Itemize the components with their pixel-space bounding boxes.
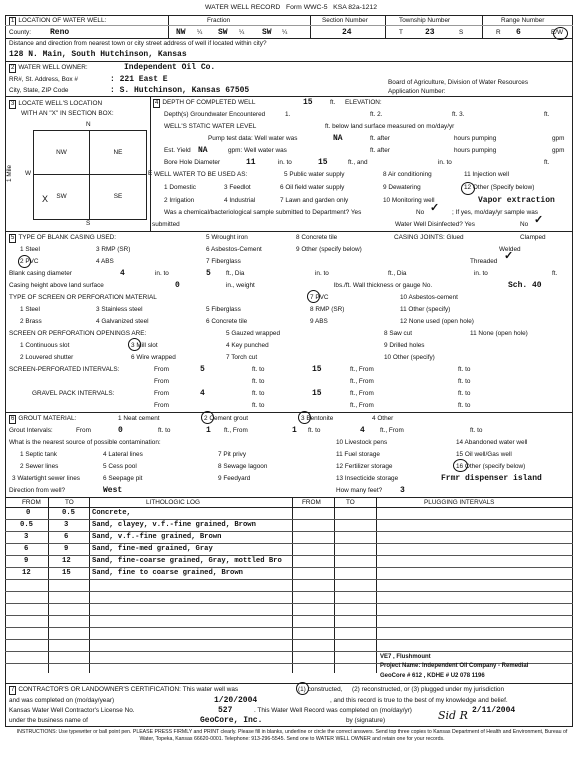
bore-to: 15: [318, 158, 328, 167]
spi-to: 15: [312, 365, 322, 374]
blank-in-2: in. to: [315, 270, 329, 277]
record-completed-value: 2/11/2004: [472, 706, 516, 715]
casing-height-label: Casing height above land surface: [9, 282, 104, 289]
contam-7: 7 Pit privy: [218, 451, 247, 458]
completed-label: and was completed on (mo/day/year): [9, 697, 115, 704]
screen-5: 5 Fiberglass: [206, 306, 241, 313]
quarter-3: ¼: [282, 29, 288, 36]
log-note-3: GeoCore # 612 , KDHE # U2 078 1196: [380, 673, 485, 679]
gi-from-label: From: [76, 427, 91, 434]
log-row-4-from: 6: [24, 545, 29, 553]
certification-label: 7 CONTRACTOR'S OR LANDOWNER'S CERTIFICATION: This water well was: [11, 686, 239, 693]
screen-pvc-circle: [307, 290, 320, 303]
screen-4: 4 Galvanized steel: [96, 318, 149, 325]
contam-15: 15 Oil well/Gas well: [456, 451, 512, 458]
license-value: 527: [218, 706, 233, 715]
blank-in-3: in. to: [474, 270, 488, 277]
yield-after: ft. after: [370, 147, 390, 154]
form-title: WATER WELL RECORD Form WWC-5 KSA 82a-1212: [205, 4, 377, 11]
pump-test-value: NA: [333, 134, 343, 143]
grout-4: 4 Other: [372, 415, 394, 422]
static-level-rest: ft. below land surface measured on mo/day/yr: [325, 123, 455, 130]
log-row-3-from: 3: [24, 533, 29, 541]
gi-from2: 1: [292, 426, 297, 435]
business-label: under the business name of: [9, 717, 88, 724]
log-row-2-to: 3: [64, 521, 69, 529]
blank-to: 5: [206, 269, 211, 278]
contam-other-value: Frmr dispenser island: [441, 474, 542, 483]
screen-1: 1 Steel: [20, 306, 40, 313]
gp-from-label-2: From: [154, 402, 169, 409]
use-1: 1 Domestic: [164, 184, 196, 191]
quarter-2: ¼: [239, 29, 245, 36]
distance-label: Distance and direction from nearest town or city street address of well if located within city?: [9, 40, 267, 47]
section-box: [33, 130, 147, 220]
bore-value: 11: [246, 158, 256, 167]
contam-12: 12 Fertilizer storage: [336, 463, 393, 470]
chem-no-check: ✓: [430, 202, 440, 214]
chem-sample-label: Was a chemical/bacteriological sample submitted to Department? Yes: [164, 209, 362, 216]
depth-value: 15: [303, 98, 313, 107]
yield-value: NA: [198, 146, 208, 155]
contam-16: 16 Other (specify below): [456, 463, 526, 470]
gi-to: 1: [206, 426, 211, 435]
use-5: 5 Public water supply: [284, 171, 345, 178]
gw-end: ft.: [544, 111, 550, 118]
township-t: T: [399, 29, 403, 36]
gauge-value: Sch. 40: [508, 281, 542, 290]
north-label: N: [86, 121, 91, 128]
section-3-title: 3 LOCATE WELL'S LOCATION WITH AN "X" IN SECTION BOX:: [11, 100, 114, 117]
screen-10: 10 Asbestos-cement: [400, 294, 458, 301]
gp-from: 4: [200, 389, 205, 398]
log-row-3-desc: Sand, v.f.-fine grained, Brown: [92, 533, 222, 541]
hours-pumping-2: hours pumping: [454, 147, 497, 154]
grout-2: 2 Cement grout: [204, 415, 249, 422]
ne-quadrant: NE: [90, 131, 146, 175]
spi-from-label: From: [154, 366, 169, 373]
bore-ft: ft.: [544, 159, 550, 166]
range-number-label: Range Number: [501, 17, 545, 24]
opening-5: 5 Gauzed wrapped: [226, 330, 281, 337]
blank-dia-1: ft., Dia: [226, 270, 245, 277]
mill-slot-circle: [128, 338, 141, 351]
city-label: City, State, ZIP Code: [9, 87, 69, 94]
gw-1: 1.: [285, 111, 291, 118]
log-header-to-2: TO: [346, 499, 355, 506]
spi-from2-label: ft., From: [350, 366, 374, 373]
grout-label: 6 GROUT MATERIAL:: [11, 415, 77, 422]
spi-to-label-2: ft. to: [252, 378, 265, 385]
log-row-2-desc: Sand, clayey, v.f.-fine grained, Brown: [92, 521, 256, 529]
use-11: 11 Injection well: [464, 171, 509, 178]
blank-in: in. to: [155, 270, 169, 277]
welded: Welded: [499, 246, 521, 253]
use-6: 6 Oil field water supply: [280, 184, 345, 191]
screen-8: 8 RMP (SR): [310, 306, 345, 313]
constructed-circle: [296, 682, 309, 695]
range-ew: E/W: [551, 29, 564, 36]
screen-7: 7 PVC: [310, 294, 329, 301]
use-12-circle: [461, 182, 475, 195]
cement-grout-circle: [201, 411, 214, 424]
south-label: S: [86, 220, 91, 227]
application-label: Application Number:: [388, 88, 446, 95]
section-number-value: 24: [342, 28, 352, 37]
casing-4: 4 ABS: [96, 258, 114, 265]
threaded: Threaded: [470, 258, 498, 265]
log-row-5-to: 12: [62, 557, 71, 565]
east-label: E: [148, 170, 153, 177]
contam-8: 8 Sewage lagoon: [218, 463, 268, 470]
address-label: RR#, St. Address, Box #: [9, 76, 78, 83]
license-label: Kansas Water Well Contractor's License No.: [9, 707, 135, 714]
grout-3: 3 Bentonite: [301, 415, 334, 422]
completed-value: 1/20/2004: [214, 696, 258, 705]
use-7: 7 Lawn and garden only: [280, 197, 349, 204]
contam-1: 1 Septic tank: [20, 451, 57, 458]
how-many-feet-label: How many feet?: [336, 487, 383, 494]
gp-to2-label-2: ft. to: [458, 402, 471, 409]
screen-12: 12 None used (open hole): [400, 318, 474, 325]
county-label: County:: [9, 29, 32, 36]
chem-no: No: [416, 209, 425, 216]
bore-and: ft., and: [348, 159, 368, 166]
static-level-label: WELL'S STATIC WATER LEVEL: [164, 123, 257, 130]
opening-10: 10 Other (specify): [384, 354, 435, 361]
elevation-label: ELEVATION:: [345, 99, 382, 106]
direction-value: West: [103, 486, 123, 495]
owner-value: Independent Oil Co.: [124, 63, 216, 72]
township-number-label: Township Number: [399, 17, 451, 24]
instructions: INSTRUCTIONS: Use typewriter or ball point pen. PLEASE PRESS FIRMLY and PRINT clearly. Please fill in blanks, underline or circle the correct answers. Send top three copies to Kansas Department of Health and Environment, Bureau of Water, Topeka, Kansas 66620-0001. Telephone: 913-296-5545. Send one to WATER WELL OWNER and retain one for your records.: [16, 729, 568, 742]
grout-1: 1 Neat cement: [118, 415, 160, 422]
log-row-3-to: 6: [64, 533, 69, 541]
range-r: R: [496, 29, 501, 36]
depth-label: 4 DEPTH OF COMPLETED WELL: [155, 99, 256, 106]
opening-2: 2 Louvered shutter: [20, 354, 74, 361]
casing-8: 8 Concrete tile: [296, 234, 338, 241]
groundwater-label: Depth(s) Groundwater Encountered: [164, 111, 266, 118]
use-label: WELL WATER TO BE USED AS:: [154, 171, 248, 178]
mile-label: 1 Mile: [6, 164, 13, 182]
gp-from-label: From: [154, 390, 169, 397]
opening-7: 7 Torch cut: [226, 354, 258, 361]
signature-label: by (signature): [346, 717, 386, 724]
use-3: 3 Feedlot: [224, 184, 251, 191]
casing-6: 6 Asbestos-Cement: [206, 246, 262, 253]
gi-to2: 4: [360, 426, 365, 435]
fraction-2: SW: [218, 28, 228, 37]
casing-7: 7 Fiberglass: [206, 258, 241, 265]
sw-quadrant: SW: [34, 175, 90, 219]
contam-16-circle: [453, 459, 468, 472]
gi-to3-label: ft. to: [470, 427, 483, 434]
bentonite-circle: [298, 411, 311, 424]
opening-1: 1 Continuous slot: [20, 342, 70, 349]
casing-label: 5 TYPE OF BLANK CASING USED:: [11, 234, 117, 241]
nw-quadrant: NW: [34, 131, 90, 175]
screen-3: 3 Stainless steel: [96, 306, 143, 313]
log-header-lithologic: LITHOLOGIC LOG: [146, 499, 200, 506]
contam-4: 4 Lateral lines: [103, 451, 143, 458]
gpm-1: gpm: [552, 135, 565, 142]
casing-3: 3 RMP (SR): [96, 246, 131, 253]
clamped: Clamped: [520, 234, 546, 241]
fraction-1: NW: [176, 28, 186, 37]
blank-dia-2: ft., Dia: [388, 270, 407, 277]
threaded-check: ✓: [504, 250, 514, 262]
contam-10: 10 Livestock pens: [336, 439, 388, 446]
log-row-5-from: 9: [24, 557, 29, 565]
screen-material-label: TYPE OF SCREEN OR PERFORATION MATERIAL: [9, 294, 157, 301]
use-2: 2 Irrigation: [164, 197, 195, 204]
opening-6: 4 Key punched: [226, 342, 269, 349]
log-row-1-from: 0: [26, 509, 31, 517]
log-note-2: Project Name: Independent Oil Company - Remedial: [380, 663, 529, 669]
cert-other: (2) reconstructed, or (3) plugged under my jurisdiction: [352, 686, 505, 693]
log-row-1-desc: Concrete,: [92, 509, 131, 517]
log-header-from: FROM: [22, 499, 41, 506]
screen-9: 9 ABS: [310, 318, 328, 325]
section-number-label: Section Number: [322, 17, 368, 24]
gravel-pack-label: GRAVEL PACK INTERVALS:: [32, 390, 115, 397]
chem-rest: ; If yes, mo/day/yr sample was: [452, 209, 538, 216]
wall-thickness-label: lbs./ft. Wall thickness or gauge No.: [334, 282, 433, 289]
spi-from-label-2: From: [154, 378, 169, 385]
gp-to-label-2: ft. to: [252, 402, 265, 409]
contam-9: 9 Feedyard: [218, 475, 251, 482]
use-4: 4 Industrial: [224, 197, 256, 204]
log-header-plugging: PLUGGING INTERVALS: [424, 499, 495, 506]
opening-3: 3 Mill slot: [131, 342, 158, 349]
spi-to-label: ft. to: [252, 366, 265, 373]
log-row-4-desc: Sand, fine-med grained, Gray: [92, 545, 213, 553]
gp-to-label: ft. to: [252, 390, 265, 397]
log-row-5-desc: Sand, fine-coarse grained, Gray, mottled Bro: [92, 557, 282, 565]
yield-gpm: gpm: Well water was: [228, 147, 287, 154]
spi-to2-label: ft. to: [458, 366, 471, 373]
disinfected-no: No: [520, 221, 529, 228]
log-row-6-to: 15: [62, 569, 71, 577]
bore-label: Bore Hole Diameter: [164, 159, 221, 166]
screen-6: 6 Concrete tile: [206, 318, 248, 325]
casing-1: 1 Steel: [20, 246, 40, 253]
fraction-label: Fraction: [207, 17, 231, 24]
disinfected-no-check: ✓: [534, 214, 544, 226]
contam-14: 14 Abandoned water well: [456, 439, 528, 446]
address-value: : 221 East E: [110, 75, 168, 84]
contam-2: 2 Sewer lines: [20, 463, 59, 470]
log-header-to: TO: [65, 499, 74, 506]
west-label: W: [25, 170, 32, 177]
casing-2: 2 PVC: [20, 258, 39, 265]
blank-ft-end: ft.: [552, 270, 558, 277]
use-8: 8 Air conditioning: [383, 171, 432, 178]
quarter-1: ¼: [197, 29, 203, 36]
use-12: 12 Other (Specify below): [464, 184, 535, 191]
gp-from2-label: ft., From: [350, 390, 374, 397]
contamination-label: What is the nearest source of possible contamination:: [9, 439, 161, 446]
opening-4: 6 Wire wrapped: [131, 354, 176, 361]
opening-9: 9 Drilled holes: [384, 342, 425, 349]
depth-ft: ft.: [330, 99, 336, 106]
casing-9: 9 Other (specify below): [296, 246, 362, 253]
weight-label: in., weight: [226, 282, 255, 289]
opening-8: 8 Saw cut: [384, 330, 413, 337]
hours-pumping-1: hours pumping: [454, 135, 497, 142]
blank-diameter: 4: [120, 269, 125, 278]
spi-from: 5: [200, 365, 205, 374]
completed-rest: , and this record is true to the best of my knowledge and belief.: [330, 697, 508, 704]
business-value: GeoCore, Inc.: [200, 716, 263, 725]
casing-height-value: 0: [175, 281, 180, 290]
contam-3: 3 Watertight sewer lines: [12, 475, 80, 482]
city-value: : S. Hutchinson, Kansas 67505: [110, 86, 250, 95]
spi-to2-label-2: ft. to: [458, 378, 471, 385]
gi-to-label: ft. to: [158, 427, 171, 434]
log-header-from-2: FROM: [302, 499, 321, 506]
how-many-feet-value: 3: [400, 486, 405, 495]
contam-11: 11 Fuel storage: [336, 451, 380, 458]
use-10: 10 Monitoring well: [383, 197, 435, 204]
yield-label: Est. Yield: [164, 147, 191, 154]
se-quadrant: SE: [113, 193, 123, 200]
fraction-3: SW: [262, 28, 272, 37]
casing-5: 5 Wrought iron: [206, 234, 248, 241]
gpm-2: gpm: [552, 147, 565, 154]
gp-from2-label-2: ft., From: [350, 402, 374, 409]
log-note-1: VE7 , Flushmount: [380, 654, 431, 660]
record-completed-label: . This Water Well Record was completed on (mo/day/yr): [254, 707, 412, 714]
signature: Sid R: [438, 709, 468, 722]
use-9: 9 Dewatering: [383, 184, 421, 191]
spi-from2-label-2: ft., From: [350, 378, 374, 385]
township-number-value: 23: [425, 28, 435, 37]
well-x-mark: X: [42, 194, 49, 204]
gp-to2-label: ft. to: [458, 390, 471, 397]
log-row-2-from: 0.5: [20, 521, 33, 529]
county-value: Reno: [50, 28, 70, 37]
openings-label: SCREEN OR PERFORATION OPENINGS ARE:: [9, 330, 147, 337]
section-1-label: 1 LOCATION OF WATER WELL:: [11, 17, 107, 24]
screen-intervals-label: SCREEN-PERFORATED INTERVALS:: [9, 366, 120, 373]
distance-value: 128 N. Main, South Hutchinson, Kansas: [9, 50, 187, 59]
board-label: Board of Agriculture, Division of Water Resources: [388, 79, 529, 86]
log-row-4-to: 9: [64, 545, 69, 553]
range-number-value: 6: [516, 28, 521, 37]
casing-pvc-circle: [18, 255, 31, 268]
cert-constructed: (1) constructed,: [298, 686, 343, 693]
submitted-label: submitted: [152, 221, 180, 228]
pump-test-label: Pump test data: Well water was: [208, 135, 298, 142]
opening-11: 11 None (open hole): [470, 330, 528, 337]
gw-2: ft. 2.: [370, 111, 383, 118]
disinfected-label: Water Well Disinfected? Yes: [395, 221, 475, 228]
owner-label: 2 WATER WELL OWNER:: [11, 64, 88, 71]
log-row-6-from: 12: [22, 569, 31, 577]
pump-after: ft. after: [370, 135, 390, 142]
log-row-6-desc: Sand, fine to coarse grained, Brown: [92, 569, 243, 577]
contam-6: 6 Seepage pit: [103, 475, 143, 482]
gi-from2-label: ft., From: [224, 427, 248, 434]
bore-in: in. to: [278, 159, 292, 166]
blank-casing-label: Blank casing diameter: [9, 270, 72, 277]
direction-label: Direction from well?: [9, 487, 66, 494]
township-s: S: [459, 29, 464, 36]
gi-from: 0: [118, 426, 123, 435]
contam-13: 13 Insecticide storage: [336, 475, 399, 482]
screen-2: 2 Brass: [20, 318, 42, 325]
use-other-value: Vapor extraction: [478, 196, 555, 205]
gw-3: ft. 3.: [452, 111, 465, 118]
screen-11: 11 Other (specify): [400, 306, 451, 313]
bore-in2: in. to: [438, 159, 452, 166]
gi-to2-label: ft. to: [308, 427, 321, 434]
joints-label: CASING JOINTS: Glued: [394, 234, 464, 241]
contam-5: 5 Cess pool: [103, 463, 137, 470]
log-row-1-to: 0.5: [62, 509, 75, 517]
grout-intervals-label: Grout Intervals:: [9, 427, 53, 434]
gp-to: 15: [312, 389, 322, 398]
gi-from3-label: ft., From: [380, 427, 404, 434]
